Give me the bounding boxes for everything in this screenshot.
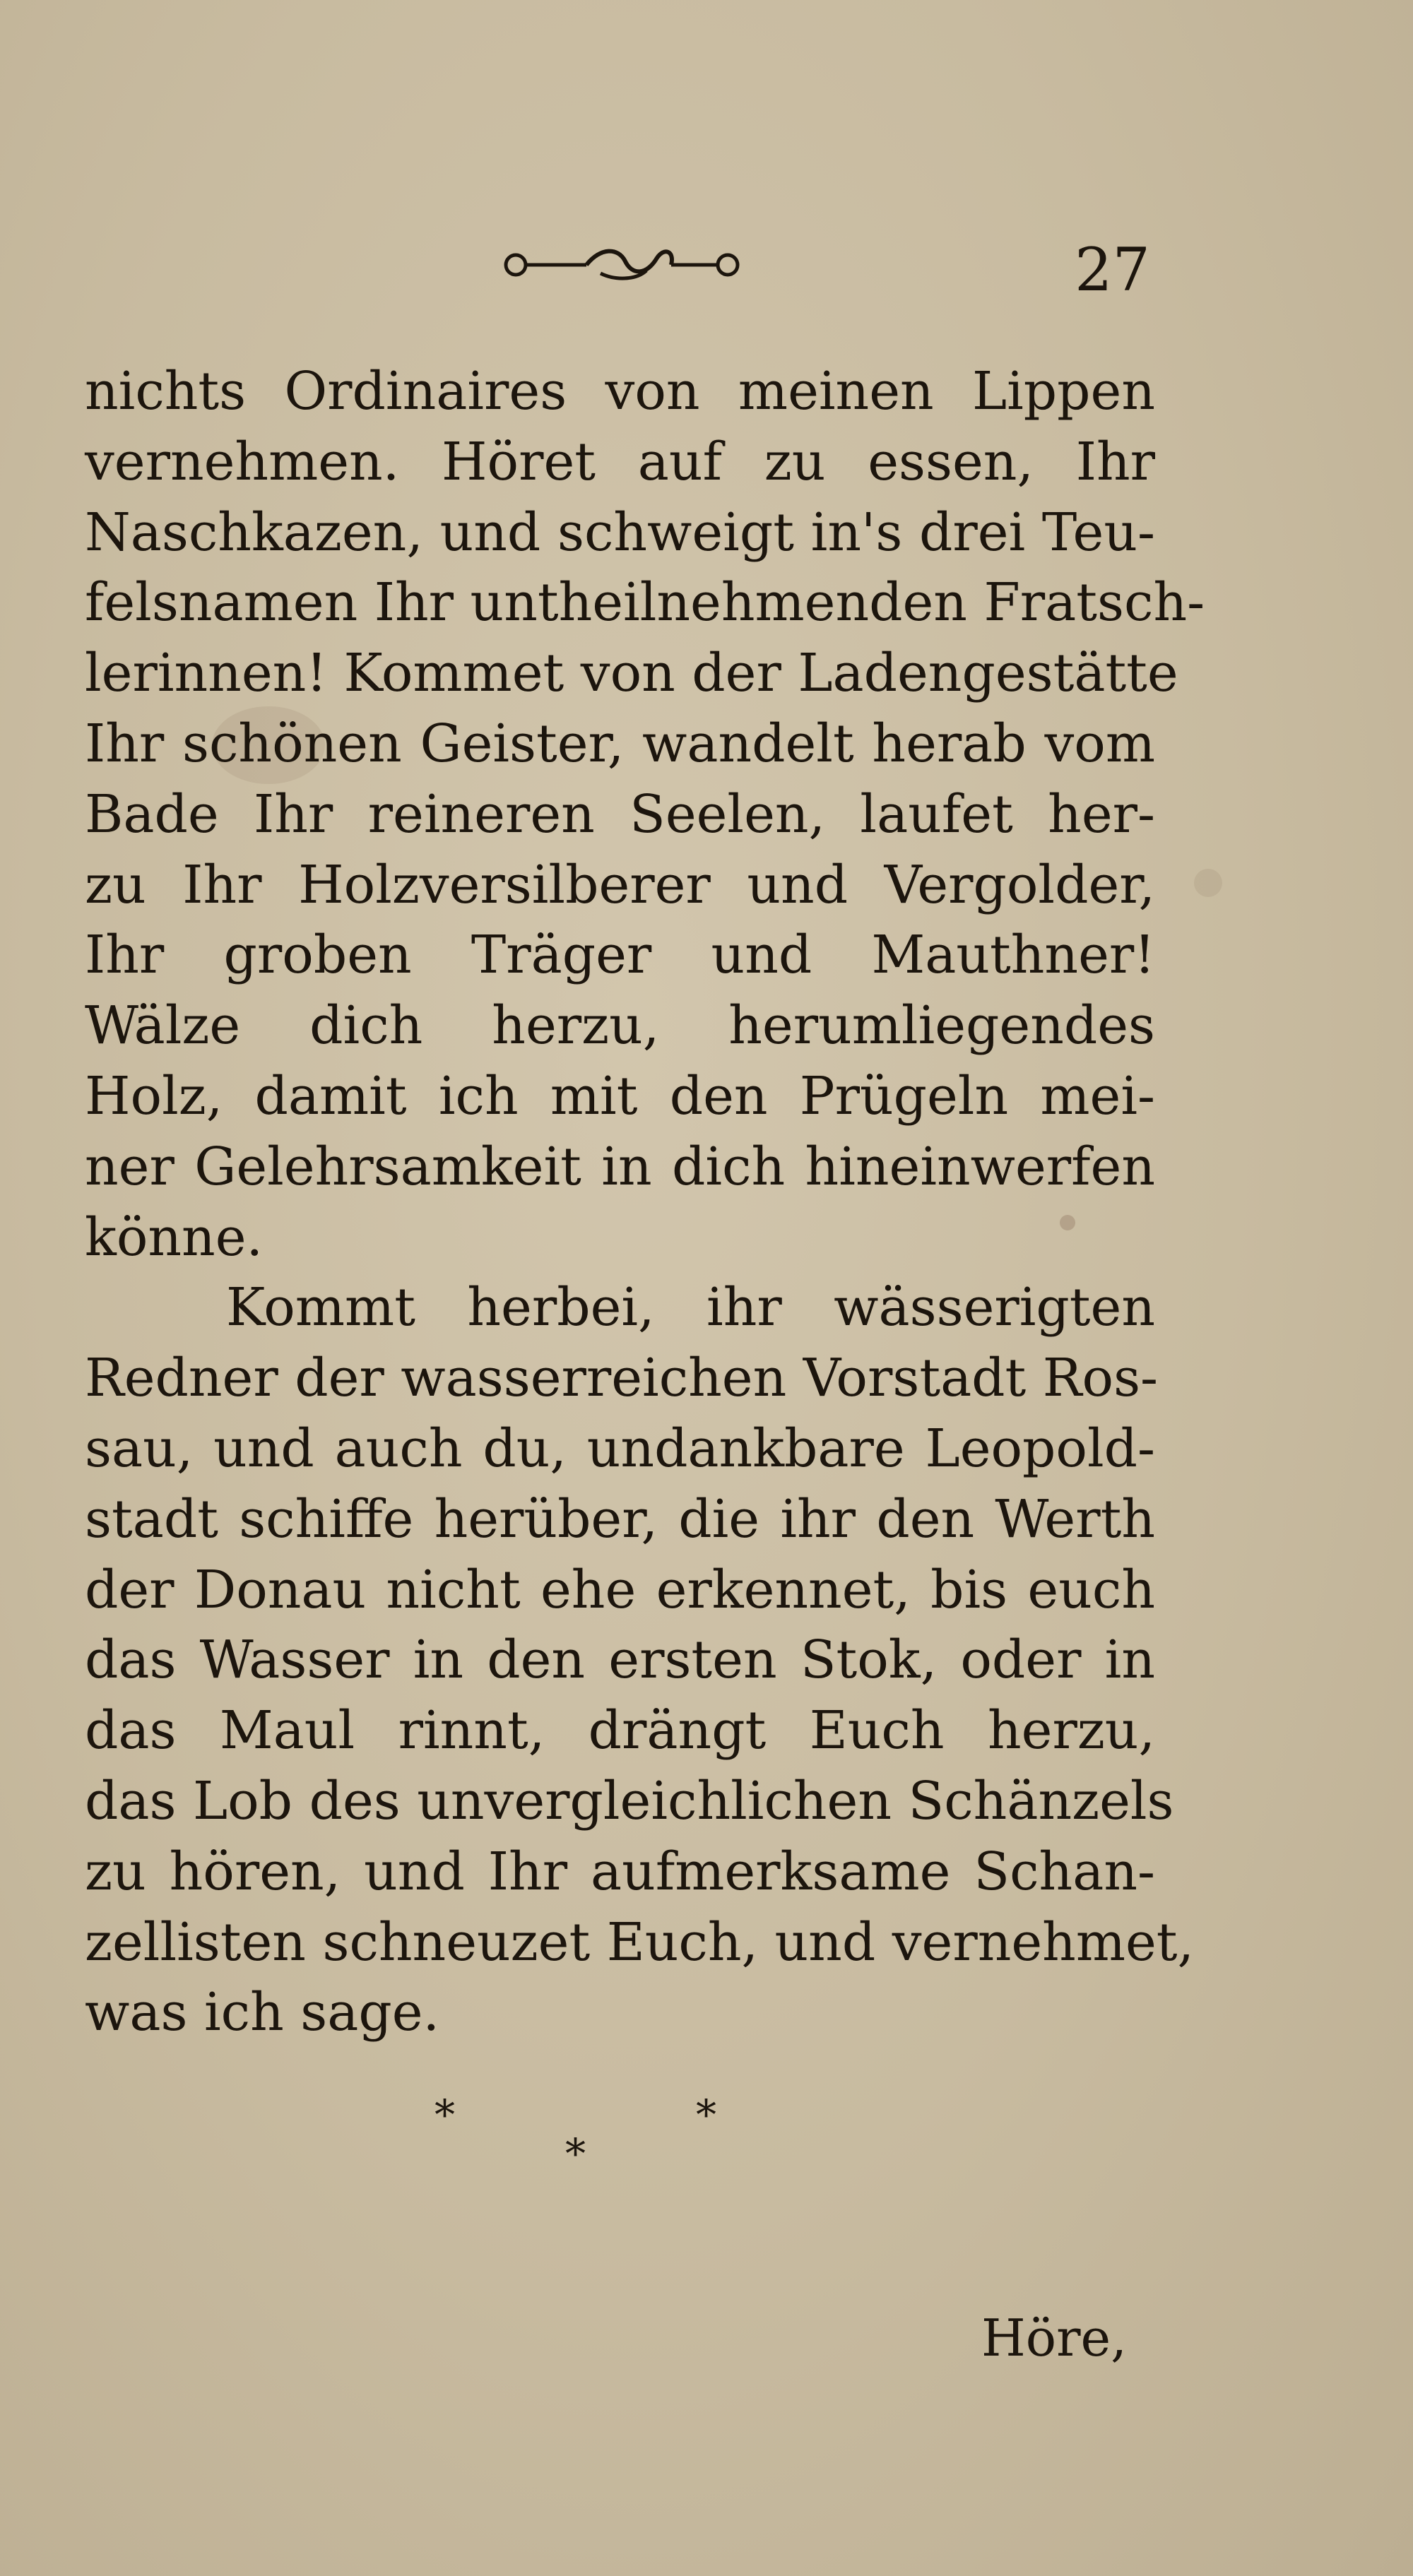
text-line: Redner der wasserreichen Vorstadt Ros- <box>85 1348 1159 1409</box>
text-line: das Wasser in den ersten Stok, oder in <box>85 1630 1155 1691</box>
text-line: was ich sage. <box>85 1982 440 2043</box>
catchword: Höre, <box>981 2308 1127 2368</box>
text-line: Wälze dich herzu, herumliegendes <box>85 995 1155 1057</box>
asterisk: * <box>565 2130 586 2178</box>
text-line: der Donau nicht ehe erkennet, bis euch <box>85 1559 1155 1620</box>
text-line: nichts Ordinaires von meinen Lippen <box>85 361 1155 422</box>
text-line: felsnamen Ihr untheilnehmenden Fratsch- <box>85 572 1205 634</box>
text-line: stadt schiffe herüber, die ihr den Werth <box>85 1488 1155 1550</box>
page-number: 27 <box>1075 235 1150 304</box>
text-line: vernehmen. Höret auf zu essen, Ihr <box>85 431 1155 492</box>
paper-stain <box>1194 869 1222 897</box>
text-line: das Maul rinnt, drängt Euch herzu, <box>85 1700 1155 1762</box>
text-line: das Lob des unvergleichlichen Schänzels <box>85 1770 1174 1832</box>
paragraph <box>85 357 1205 1273</box>
body-text <box>85 357 1205 2048</box>
text-line: zu hören, und Ihr aufmerksame Schan- <box>85 1841 1155 1902</box>
text-line: Holz, damit ich mit den Prügeln mei- <box>85 1065 1155 1127</box>
text-line: sau, und auch du, undankbare Leopold- <box>85 1418 1155 1479</box>
text-line: ner Gelehrsamkeit in dich hineinwerfen <box>85 1136 1155 1197</box>
text-line: könne. <box>85 1206 264 1268</box>
asterisk: * <box>696 2091 716 2139</box>
asterisk: * <box>434 2091 455 2139</box>
text-line: lerinnen! Kommet von der Ladengestätte <box>85 643 1178 704</box>
ornament-icon <box>495 237 749 293</box>
asterism <box>424 2091 742 2178</box>
paragraph <box>85 1273 1195 2048</box>
text-line: Naschkazen, und schweigt in's drei Teu- <box>85 501 1155 563</box>
text-line: zu Ihr Holzversilberer und Vergolder, <box>85 854 1155 915</box>
text-line: Kommt herbei, ihr wässerigten <box>226 1277 1155 1339</box>
text-line: zellisten schneuzet Euch, und vernehmet, <box>85 1911 1195 1973</box>
text-line: Bade Ihr reineren Seelen, laufet her- <box>85 783 1155 845</box>
text-line: Ihr schönen Geister, wandelt herab vom <box>85 713 1155 774</box>
text-line: Ihr groben Träger und Mauthner! <box>85 925 1155 986</box>
